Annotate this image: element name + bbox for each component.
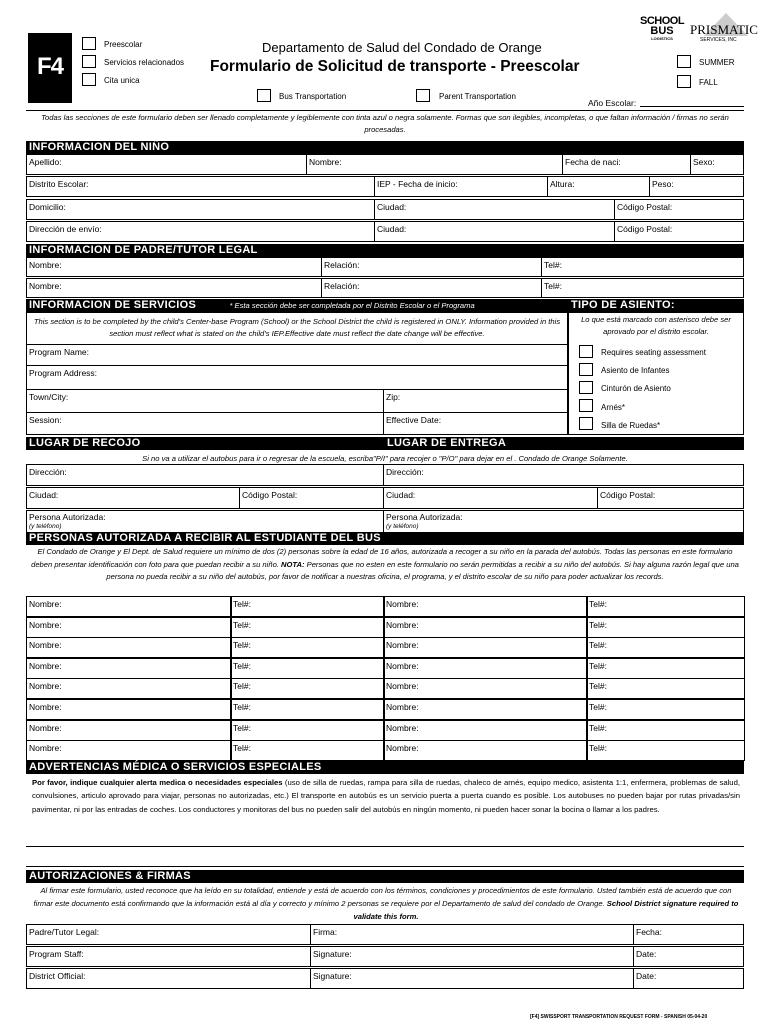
authorized-tel-field[interactable]: Tel#: bbox=[230, 596, 385, 617]
town-city-field[interactable]: Town/City: bbox=[26, 389, 384, 413]
program-name-field[interactable]: Program Name: bbox=[26, 344, 568, 366]
bus-transportation-label: Bus Transportation bbox=[279, 92, 347, 101]
medical-text: Por favor, indique cualquier alerta medica o necesidades especiales (uso de silla de ruedas, rampa para silla de ruedas, chaleco de arnés, equipo medico, asistenta 1:1, enfermera, problemas de salud, convulsiones, articulo aprovado para viajar, personas no autorizadas, etc.) El transporte en autobús es un servicio puerta a puerta cuando es posible. Los autobuses no pueden bajar por rutas privadas/sin pavimentar, ni por las entradas de coches. Los conductores y monitoras del bus no pueden salir del autobús en ningún momento, ni pueden hacer sonar la bocina o llamar a los padres. bbox=[32, 778, 740, 814]
zip-field[interactable]: Zip: bbox=[383, 389, 568, 413]
effective-date-field[interactable]: Effective Date: bbox=[383, 412, 568, 435]
parent-tel-field[interactable]: Tel#: bbox=[541, 278, 744, 298]
form-badge: F4 bbox=[28, 33, 72, 103]
medical-header: ADVERTENCIAS MÉDICA O SERVICIOS ESPECIALES bbox=[26, 761, 744, 774]
altura-field[interactable]: Altura: bbox=[547, 176, 650, 197]
child-info-header: INFORMACION DEL NIÑO bbox=[26, 141, 744, 154]
authorized-tel-field[interactable]: Tel#: bbox=[586, 678, 745, 699]
authorized-nombre-field[interactable]: Nombre: bbox=[26, 678, 232, 699]
services-header bbox=[26, 299, 568, 312]
harness-checkbox[interactable] bbox=[579, 399, 593, 412]
padre-tutor-field[interactable]: Padre/Tutor Legal: bbox=[26, 924, 311, 945]
seat-option-label: Requires seating assessment bbox=[601, 348, 706, 357]
seat-belt-checkbox[interactable] bbox=[579, 381, 593, 394]
preescolar-checkbox[interactable] bbox=[82, 37, 96, 50]
authorized-nombre-field[interactable]: Nombre: bbox=[26, 596, 232, 617]
parent-nombre-field[interactable]: Nombre: bbox=[26, 278, 322, 298]
seat-note: Lo que está marcado con asterisco debe ser aprovado por el distrito escolar. bbox=[581, 315, 731, 336]
parent-nombre-field[interactable]: Nombre: bbox=[26, 257, 322, 277]
codigo-postal-field[interactable]: Código Postal: bbox=[614, 199, 744, 220]
authorized-tel-field[interactable]: Tel#: bbox=[230, 637, 385, 658]
authorized-nombre-field[interactable]: Nombre: bbox=[26, 617, 232, 638]
peso-field[interactable]: Peso: bbox=[649, 176, 744, 197]
authorized-tel-field[interactable]: Tel#: bbox=[230, 678, 385, 699]
seating-assessment-checkbox[interactable] bbox=[579, 345, 593, 358]
dropoff-title: LUGAR DE ENTREGA bbox=[387, 437, 507, 449]
services-note-box bbox=[26, 312, 568, 345]
cita-checkbox[interactable] bbox=[82, 73, 96, 86]
option-label: Preescolar bbox=[104, 40, 143, 49]
authorized-nombre-field[interactable]: Nombre: bbox=[26, 699, 232, 720]
authorized-nombre-field[interactable]: Nombre: bbox=[26, 637, 232, 658]
authorized-nombre-field[interactable]: Nombre: bbox=[383, 658, 588, 679]
footer-text: [F4] SWISSPORT TRANSPORTATION REQUEST FORM - SPANISH 05-04-20 bbox=[530, 1014, 708, 1020]
medical-line[interactable] bbox=[26, 866, 744, 867]
authorized-tel-field[interactable]: Tel#: bbox=[586, 617, 745, 638]
authorized-nombre-field[interactable]: Nombre: bbox=[383, 637, 588, 658]
authorized-nombre-field[interactable]: Nombre: bbox=[383, 699, 588, 720]
authorized-tel-field[interactable]: Tel#: bbox=[586, 637, 745, 658]
pickup-ciudad-field[interactable]: Ciudad: bbox=[26, 487, 240, 509]
pickup-note: Si no va a utilizar el autobus para ir o regresar de la escuela, escriba"P/I" para recojer o "P/O" para dejar en el . Condado de Orange Solamente. bbox=[142, 454, 628, 463]
servicios-checkbox[interactable] bbox=[82, 55, 96, 68]
dropoff-direccion-field[interactable]: Dirección: bbox=[383, 464, 744, 486]
authorized-nombre-field[interactable]: Nombre: bbox=[26, 658, 232, 679]
district-official-field[interactable]: District Official: bbox=[26, 968, 311, 989]
signatures-header: AUTORIZACIONES & FIRMAS bbox=[26, 870, 744, 883]
firma-field[interactable]: Firma: bbox=[310, 924, 634, 945]
parent-transportation-checkbox[interactable] bbox=[416, 89, 430, 102]
dropoff-ciudad-field[interactable]: Ciudad: bbox=[383, 487, 598, 509]
authorized-text: El Condado de Orange y El Dept. de Salud requiere un mínimo de dos (2) personas sobre la edad de 16 años, autorizada a recoger a su niño en la parada del autobús. Todas las personas en este formulario deben presentar identificación con foto para que puedan recibir a su niño. NOTA: Personas que no esten en este formulario no serán permitidas a recibir a su niño del autobús. Si hay alguna razón legal que una persona no pueda recibir a su niño del autobús, por favor de notificar a nuestras oficina, el programa, y el distrito escolar de su niño para poder actualizar los records. bbox=[31, 547, 739, 581]
authorized-tel-field[interactable]: Tel#: bbox=[230, 658, 385, 679]
staff-date-field[interactable]: Date: bbox=[633, 946, 744, 967]
authorized-tel-field[interactable]: Tel#: bbox=[586, 658, 745, 679]
authorized-tel-field[interactable]: Tel#: bbox=[230, 740, 385, 761]
authorized-nombre-field[interactable]: Nombre: bbox=[383, 678, 588, 699]
services-note: This section is to be completed by the child's Center-base Program (School) or the School District the child is registered in ONLY. Information provided in this section must reflect what is stated on the child's IEP.Effective date must reflect the date change will be effective. bbox=[33, 317, 561, 338]
nombre-field[interactable]: Nombre: bbox=[306, 154, 563, 175]
sexo-field[interactable]: Sexo: bbox=[690, 154, 744, 175]
session-field[interactable]: Session: bbox=[26, 412, 384, 435]
parent-info-header: INFORMACION DE PADRE/TUTOR LEGAL bbox=[26, 244, 744, 257]
official-date-field[interactable]: Date: bbox=[633, 968, 744, 989]
program-staff-field[interactable]: Program Staff: bbox=[26, 946, 311, 967]
authorized-nombre-field[interactable]: Nombre: bbox=[26, 720, 232, 741]
authorized-tel-field[interactable]: Tel#: bbox=[230, 617, 385, 638]
summer-checkbox[interactable] bbox=[677, 55, 691, 68]
pickup-cp-field[interactable]: Código Postal: bbox=[239, 487, 384, 509]
distrito-field[interactable]: Distrito Escolar: bbox=[26, 176, 375, 197]
seat-option-label: Silla de Ruedas* bbox=[601, 421, 661, 430]
medical-line[interactable] bbox=[26, 846, 744, 847]
iep-field[interactable]: IEP - Fecha de inicio: bbox=[374, 176, 548, 197]
authorized-nombre-field[interactable]: Nombre: bbox=[26, 740, 232, 761]
wheelchair-checkbox[interactable] bbox=[579, 417, 593, 430]
dropoff-persona-field[interactable]: Persona Autorizada: (y teléfono) bbox=[383, 510, 744, 533]
pickup-persona-field[interactable]: Persona Autorizada: (y teléfono) bbox=[26, 510, 384, 533]
option-label: Cita unica bbox=[104, 76, 140, 85]
authorized-tel-field[interactable]: Tel#: bbox=[586, 740, 745, 761]
option-label: Servicios relacionados bbox=[104, 58, 185, 67]
school-year-line[interactable] bbox=[640, 106, 744, 107]
apellido-field[interactable]: Apellido: bbox=[26, 154, 307, 175]
department-name: Departamento de Salud del Condado de Orange bbox=[262, 40, 542, 55]
authorized-header: PERSONAS AUTORIZADA A RECIBIR AL ESTUDIANTE DEL BUS bbox=[26, 532, 744, 545]
school-bus-logo: SCHOOL BUS LOGISTICS bbox=[640, 15, 685, 41]
seat-option-label: Arnés* bbox=[601, 403, 626, 412]
ciudad-envio-field[interactable]: Ciudad: bbox=[374, 221, 615, 242]
instructions: Todas las secciones de este formulario deben ser llenado completamente y legiblemente con tinta azul o negra solamente. Formas que son ilegibles, incompletas, o que faltan información / firmas no serán procesadas. bbox=[41, 113, 729, 134]
services-title: INFORMACION DE SERVICIOS bbox=[29, 299, 197, 311]
form-title: Formulario de Solicitud de transporte - Preescolar bbox=[210, 58, 580, 75]
seat-option-label: Asiento de Infantes bbox=[601, 366, 670, 375]
bus-transportation-checkbox[interactable] bbox=[257, 89, 271, 102]
school-year-label: Año Escolar: bbox=[588, 98, 637, 108]
domicilio-field[interactable]: Domicilio: bbox=[26, 199, 375, 220]
parent-tel-field[interactable]: Tel#: bbox=[541, 257, 744, 277]
fall-checkbox[interactable] bbox=[677, 75, 691, 88]
pickup-header bbox=[26, 437, 744, 450]
pickup-direccion-field[interactable]: Dirección: bbox=[26, 464, 384, 486]
authorized-tel-field[interactable]: Tel#: bbox=[586, 720, 745, 741]
authorized-tel-field[interactable]: Tel#: bbox=[586, 699, 745, 720]
services-subtitle: * Esta sección debe ser completada por el Distrito Escolar o el Programa bbox=[229, 301, 475, 310]
authorized-tel-field[interactable]: Tel#: bbox=[586, 596, 745, 617]
direccion-envio-field[interactable]: Dirección de envío: bbox=[26, 221, 375, 242]
parent-relacion-field[interactable]: Relación: bbox=[321, 278, 542, 298]
parent-relacion-field[interactable]: Relación: bbox=[321, 257, 542, 277]
seat-type-header: TIPO DE ASIENTO: bbox=[568, 299, 744, 312]
fecha-field[interactable]: Fecha: bbox=[633, 924, 744, 945]
authorized-tel-field[interactable]: Tel#: bbox=[230, 720, 385, 741]
authorized-nombre-field[interactable]: Nombre: bbox=[383, 596, 588, 617]
prismatic-logo: PRISMATIC SERVICES, INC bbox=[686, 12, 764, 46]
authorized-nombre-field[interactable]: Nombre: bbox=[383, 720, 588, 741]
authorized-tel-field[interactable]: Tel#: bbox=[230, 699, 385, 720]
codigo-postal-envio-field[interactable]: Código Postal: bbox=[614, 221, 744, 242]
infant-seat-checkbox[interactable] bbox=[579, 363, 593, 376]
parent-transportation-label: Parent Transportation bbox=[439, 92, 516, 101]
fall-label: FALL bbox=[699, 78, 718, 87]
dropoff-cp-field[interactable]: Código Postal: bbox=[597, 487, 744, 509]
authorized-nombre-field[interactable]: Nombre: bbox=[383, 617, 588, 638]
official-signature-field[interactable]: Signature: bbox=[310, 968, 634, 989]
signatures-text: Al firmar este formulario, usted reconoce que ha leído en su totalidad, entiende y está de acuerdo con los términos, condiciones y procedimientos de este formulario. Usted también está de acuerdo que con firmar este documento está confirmando que la información está al día y correcto y mínimo 2 personas se requiere por el Departamento de salud del condado de Orange. School District signature required to validate this form. bbox=[33, 886, 739, 921]
ciudad-field[interactable]: Ciudad: bbox=[374, 199, 615, 220]
fecha-nacimiento-field[interactable]: Fecha de naci: bbox=[562, 154, 691, 175]
program-address-field[interactable]: Program Address: bbox=[26, 365, 568, 390]
seat-option-label: Cinturón de Asiento bbox=[601, 384, 671, 393]
summer-label: SUMMER bbox=[699, 58, 735, 67]
staff-signature-field[interactable]: Signature: bbox=[310, 946, 634, 967]
authorized-nombre-field[interactable]: Nombre: bbox=[383, 740, 588, 761]
pickup-title: LUGAR DE RECOJO bbox=[29, 437, 141, 449]
